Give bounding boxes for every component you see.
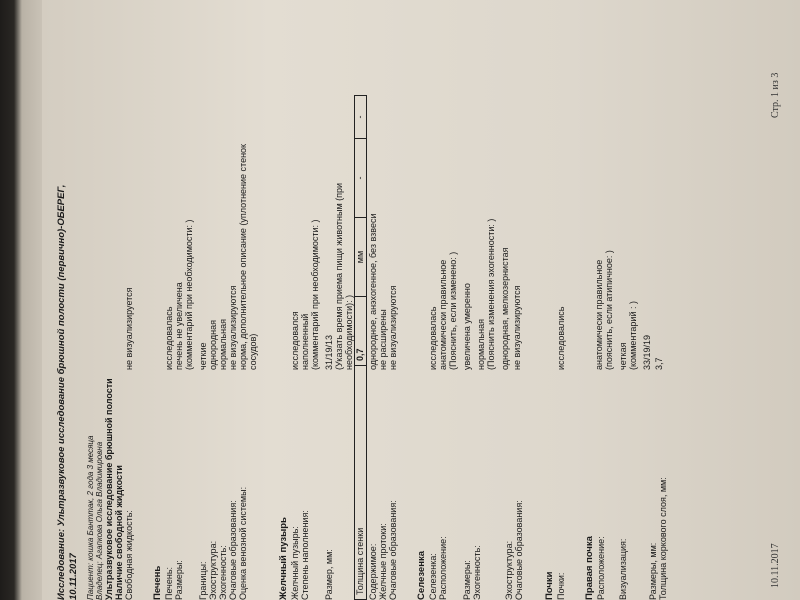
liver-value-5: нормальная — [218, 319, 228, 370]
sp-value-4: нормальная — [476, 319, 486, 370]
wall-unit: мм — [355, 218, 367, 297]
wall-value: 0,7 — [355, 297, 367, 366]
right-kidney-heading: Правая почка — [584, 536, 595, 600]
document-content — [42, 0, 800, 600]
gb2-value-0: однородное, анэхогенное, без взвеси — [368, 213, 378, 370]
sp-label-1: Расположение: — [438, 536, 448, 600]
wall-label: Толщина стенки — [355, 366, 367, 600]
gb-value-3: 31/19/13 — [324, 334, 334, 370]
gallbladder-heading: Желчный пузырь — [278, 517, 289, 600]
exam-name: Ультразвуковое исследование брюшной полости — [104, 378, 114, 600]
gb-value-1: наполненный — [300, 313, 310, 370]
liver-value-1: печень не увеличена — [174, 282, 184, 370]
liver-value-8: сосудов) — [248, 333, 258, 370]
gb2-value-2: не визуализируются — [388, 285, 398, 370]
rk-value-0: анатомически правильное — [594, 259, 604, 370]
liver-value-6: не визуализируются — [228, 285, 238, 370]
wall-thickness-table — [354, 95, 367, 600]
rk-label-2: Визуализация: — [618, 538, 628, 600]
gb-value-2: (комментарий при необходимости: ) — [310, 219, 320, 370]
rk-value-1: (пояснить, если атипичное: ) — [604, 250, 614, 370]
print-date: 10.11.2017 — [770, 543, 781, 588]
kidneys-heading: Почки — [544, 571, 555, 600]
liver-value-0: исследовалась — [164, 306, 174, 370]
liver-value-7: норма, дополнительное описание (уплотнение стенок — [238, 144, 248, 370]
rk-label-0: Расположение: — [596, 536, 606, 600]
gb2-value-1: не расширены — [378, 309, 388, 370]
sp-value-1: анатомически правильное — [438, 259, 448, 370]
sp-value-5: (Пояснить изменения эхогенности: ) — [486, 218, 496, 370]
gb-label-1: Степень наполнения: — [300, 510, 310, 600]
sp-value-7: не визуализируются — [512, 285, 522, 370]
sp-value-3: увеличена умеренно — [462, 283, 472, 370]
fluid-value: не визуализируется — [124, 287, 134, 370]
kidneys-value: исследовались — [556, 306, 566, 370]
gb2-label-2: Очаговые образования: — [388, 500, 398, 600]
wall-cell-4: - — [355, 139, 367, 218]
document-page — [42, 0, 800, 600]
sp-value-2: (Пояснить, если изменено: ) — [448, 251, 458, 370]
fluid-label: Свободная жидкость: — [124, 510, 134, 600]
sp-value-0: исследовалась — [428, 306, 438, 370]
liver-label-0: Печень: — [164, 566, 174, 600]
gb-label-3: Размер, мм: — [324, 549, 334, 600]
exam-title: Исследование: Ультразвуковое исследование брюшной полости (первично)-ОБЕРЕГ, — [56, 184, 67, 600]
rk-value-3: (комментарий : ) — [628, 301, 638, 370]
liver-label-6: Очаговые образования: — [228, 500, 238, 600]
spleen-heading: Селезенка — [416, 551, 427, 600]
liver-label-1: Размеры: — [174, 560, 184, 600]
liver-label-4: Эхоструктура: — [208, 540, 218, 600]
rk-value-4: 33/19/19 — [642, 334, 652, 370]
sp-label-6: Эхоструктура: — [504, 540, 514, 600]
wall-cell-5: - — [355, 96, 367, 139]
page-number: Стр. 1 из 3 — [770, 72, 781, 118]
sp-label-3: Размеры: — [462, 560, 472, 600]
liver-value-4: однородная — [208, 320, 218, 370]
rk-value-5: 3,7 — [654, 357, 664, 370]
gb-value-4: (Указать время приема пищи животным (при — [334, 182, 344, 370]
liver-label-7: Оценка венозной системы: — [238, 486, 248, 600]
gb2-label-1: Желчные протоки: — [378, 523, 388, 600]
gb-value-5: необходимости): ) — [344, 294, 354, 370]
rk-value-2: четкая — [618, 342, 628, 370]
rk-label-5: Толщина коркового слоя, мм: — [658, 477, 668, 600]
liver-value-3: четкие — [198, 342, 208, 370]
sp-label-4: Эхогенность: — [472, 545, 482, 600]
fluid-heading: Наличие свободной жидкости — [114, 465, 124, 600]
rk-label-4: Размеры, мм: — [648, 542, 658, 600]
liver-value-2: (комментарий при необходимости: ) — [184, 219, 194, 370]
liver-label-5: Эхогенность: — [218, 545, 228, 600]
liver-label-3: Границы: — [198, 561, 208, 600]
sp-label-7: Очаговые образования: — [514, 500, 524, 600]
kidneys-label: Почки: — [556, 572, 566, 600]
sp-label-0: Селезенка: — [428, 553, 438, 600]
gb-label-0: Желчный пузырь: — [290, 526, 300, 600]
gb2-label-0: Содержимое: — [368, 543, 378, 600]
exam-date: 10.11.2017 — [68, 553, 79, 600]
liver-heading: Печень — [152, 565, 163, 600]
sp-value-6: однородная, мелкозернистая — [500, 247, 510, 370]
gb-value-0: исследовался — [290, 311, 300, 370]
patient-info: Пациент: кошка Банттак, 2 года 3 месяца — [86, 435, 95, 600]
owner-info: Владелец: Агапкова Ольга Владимировна — [95, 441, 104, 600]
